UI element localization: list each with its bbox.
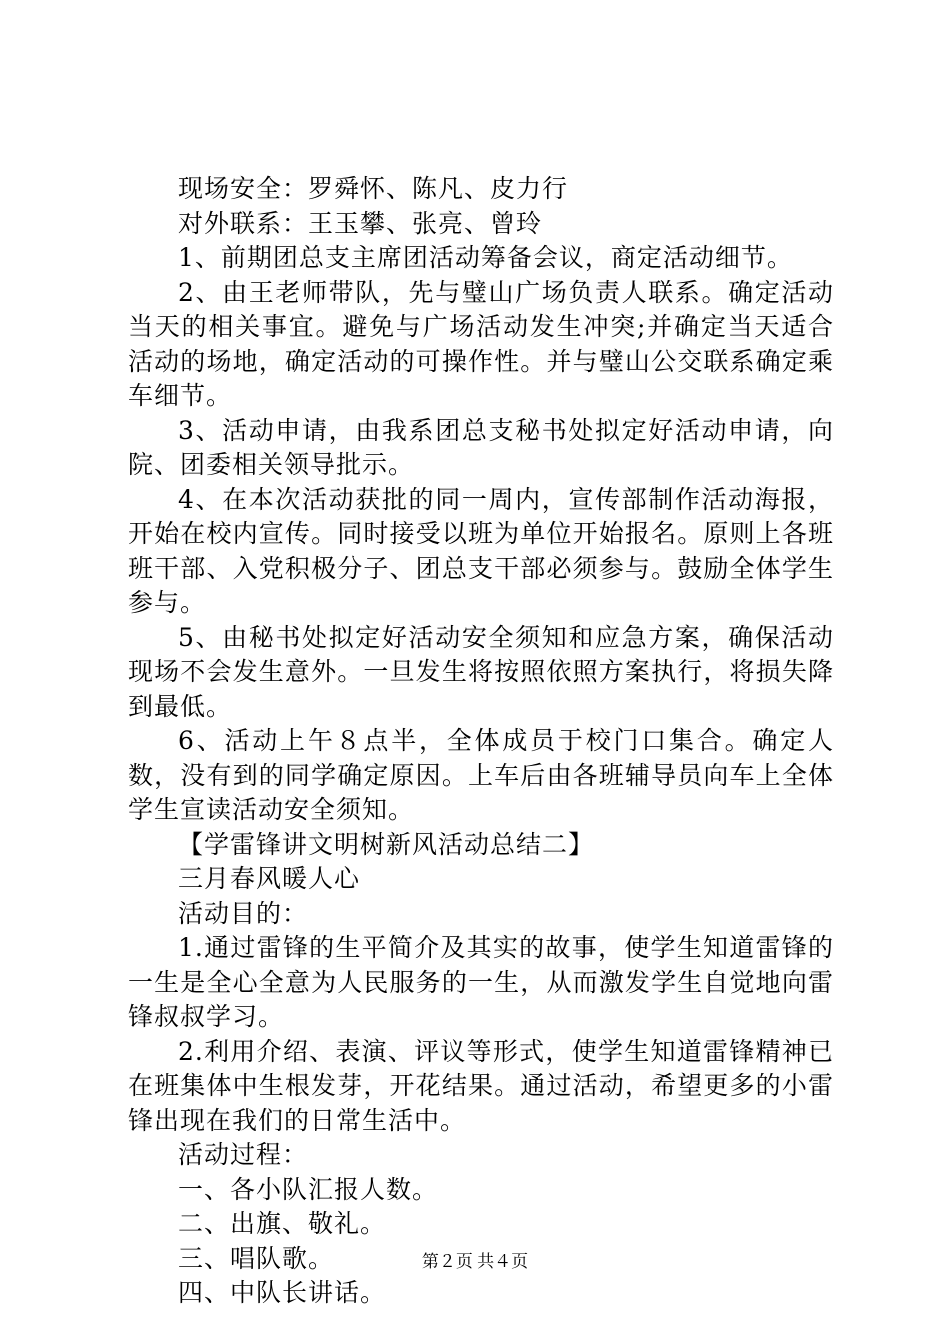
document-body (128, 172, 834, 1311)
paragraph-staff-safety: 现场安全：罗舜怀、陈凡、皮力行 (178, 174, 569, 203)
paragraph-step-2: 2、由王老师带队，先与璧山广场负责人联系。确定活动当天的相关事宜。避免与广场活动发生冲突;并确定当天适合活动的场地，确定活动的可操作性。并与璧山公交联系确定乘车细节。 (128, 277, 834, 410)
process-heading: 活动过程： (178, 1140, 309, 1169)
paragraph-step-6: 6、活动上午８点半，全体成员于校门口集合。确定人数，没有到的同学确定原因。上车后由各班辅导员向车上全体学生宣读活动安全须知。 (128, 726, 834, 824)
page-number-footer: 第２页 共４页 (421, 1252, 529, 1271)
purpose-heading: 活动目的： (178, 898, 309, 928)
section-subtitle: 三月春风暖人心 (178, 864, 361, 893)
process-item-3: 三、唱队歌。 (178, 1243, 335, 1273)
process-item-2: 二、出旗、敬礼。 (178, 1209, 387, 1238)
process-item-1: 一、各小队汇报人数。 (178, 1174, 439, 1204)
paragraph-step-3: 3、活动申请，由我系团总支秘书处拟定好活动申请，向院、团委相关领导批示。 (128, 415, 834, 479)
purpose-item-2: 2.利用介绍、表演、评议等形式，使学生知道雷锋精神已在班集体中生根发芽，开花结果。通过活动，希望更多的小雷锋出现在我们的日常生活中。 (128, 1036, 834, 1135)
paragraph-step-4: 4、在本次活动获批的同一周内，宣传部制作活动海报，开始在校内宣传。同时接受以班为单位开始报名。原则上各班班干部、入党积极分子、团总支干部必须参与。鼓励全体学生参与。 (128, 484, 834, 617)
paragraph-step-5: 5、由秘书处拟定好活动安全须知和应急方案，确保活动现场不会发生意外。一旦发生将按照依照方案执行，将损失降到最低。 (128, 622, 834, 721)
paragraph-staff-contact: 对外联系：王玉攀、张亮、曾玲 (178, 208, 543, 238)
section-heading: 【学雷锋讲文明树新风活动总结二】 (178, 829, 595, 859)
paragraph-step-1: 1、前期团总支主席团活动筹备会议，商定活动细节。 (178, 243, 793, 272)
process-item-4: 四、中队长讲话。 (178, 1278, 387, 1307)
purpose-item-1: 1.通过雷锋的生平简介及其实的故事，使学生知道雷锋的一生是全心全意为人民服务的一生，从而激发学生自觉地向雷锋叔叔学习。 (128, 933, 834, 1031)
